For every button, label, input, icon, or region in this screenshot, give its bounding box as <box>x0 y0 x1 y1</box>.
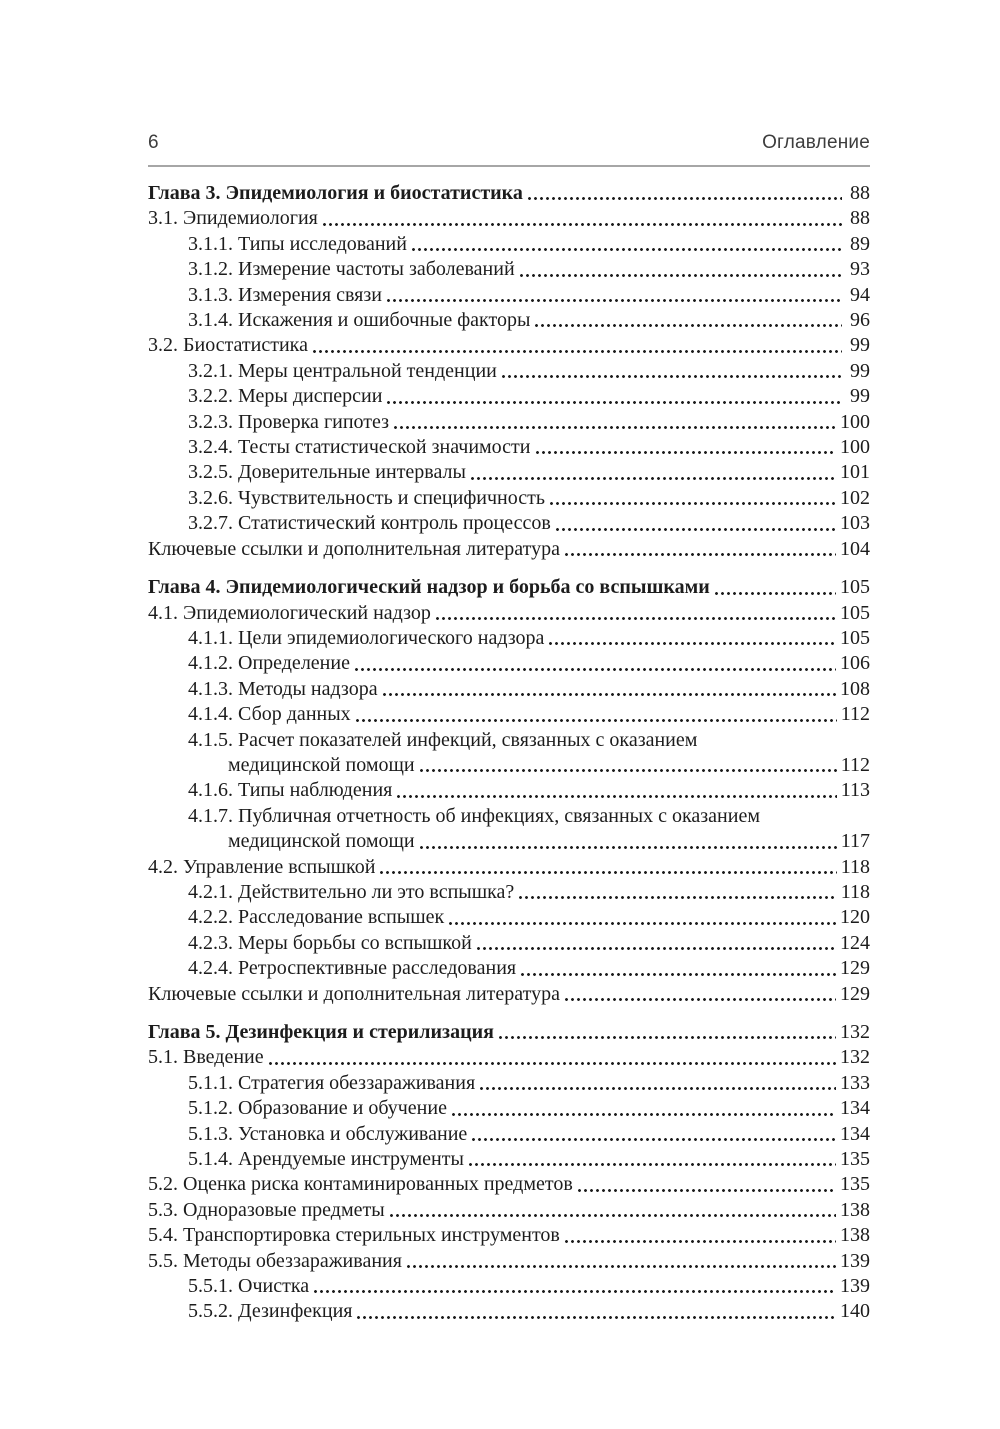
toc-entry-page: 120 <box>840 906 870 929</box>
toc-entry <box>148 1071 870 1096</box>
toc-entry-page: 88 <box>850 182 870 204</box>
toc-entry-title: 5.1. Введение <box>148 1046 264 1069</box>
toc-list <box>148 181 870 1325</box>
toc-entry-page: 129 <box>840 982 870 1005</box>
toc-entry-title: Глава 5. Дезинфекция и стерилизация <box>148 1021 494 1043</box>
dot-leader <box>549 626 836 651</box>
dot-leader <box>380 855 836 880</box>
toc-entry-title: 5.4. Транспортировка стерильных инструментов <box>148 1224 560 1247</box>
toc-entry <box>148 804 870 829</box>
toc-entry-title: 4.2.4. Ретроспективные расследования <box>188 957 517 980</box>
toc-entry-title: 5.5. Методы обеззараживания <box>148 1249 402 1272</box>
dot-leader <box>536 435 837 460</box>
toc-entry-page: 124 <box>840 931 870 954</box>
toc-entry-title: 4.1.5. Расчет показателей инфекций, связанных с оказанием <box>188 728 698 751</box>
dot-leader <box>565 982 836 1007</box>
toc-entry <box>148 1299 870 1324</box>
toc-entry-page: 100 <box>840 436 870 459</box>
toc-entry-title: 4.1.2. Определение <box>188 652 350 675</box>
toc-entry <box>148 1045 870 1070</box>
toc-entry <box>148 829 870 854</box>
toc-entry-page: 100 <box>840 410 870 433</box>
dot-leader <box>480 1071 836 1096</box>
dot-leader <box>269 1045 836 1070</box>
toc-entry-title: Глава 4. Эпидемиологический надзор и борьба со вспышками <box>148 576 710 599</box>
toc-entry-title: 4.1.6. Типы наблюдения <box>188 779 393 802</box>
toc-entry-title: 3.2.6. Чувствительность и специфичность <box>188 486 545 509</box>
toc-entry-page: 138 <box>840 1198 870 1221</box>
dot-leader <box>420 753 837 778</box>
toc-entry <box>148 257 870 282</box>
toc-entry <box>148 359 870 384</box>
toc-entry <box>148 626 870 651</box>
toc-entry <box>148 384 870 409</box>
toc-entry <box>148 778 870 803</box>
toc-entry-title: 3.2. Биостатистика <box>148 334 308 357</box>
toc-entry <box>148 575 870 600</box>
toc-entry-page: 88 <box>850 207 870 230</box>
dot-leader <box>502 359 842 384</box>
dot-leader <box>356 702 837 727</box>
toc-entry <box>148 283 870 308</box>
toc-entry-page: 93 <box>850 258 870 281</box>
toc-entry <box>148 702 870 727</box>
header-rule <box>148 165 870 167</box>
dot-leader <box>550 486 836 511</box>
toc-entry-page: 132 <box>840 1021 870 1043</box>
toc-entry-page: 106 <box>840 652 870 675</box>
toc-entry <box>148 880 870 905</box>
toc-entry-title: 3.2.4. Тесты статистической значимости <box>188 436 531 459</box>
toc-entry-page: 134 <box>840 1097 870 1120</box>
toc-entry-page: 138 <box>840 1224 870 1247</box>
toc-entry-page: 135 <box>840 1173 870 1196</box>
toc-entry-title: 4.1. Эпидемиологический надзор <box>148 601 431 624</box>
toc-entry-page: 135 <box>840 1148 870 1171</box>
toc-entry-title: 4.1.7. Публичная отчетность об инфекциях, связанных с оказанием <box>188 804 760 827</box>
toc-entry <box>148 753 870 778</box>
toc-entry-title: Глава 3. Эпидемиология и биостатистика <box>148 182 523 204</box>
toc-entry <box>148 1249 870 1274</box>
dot-leader <box>565 1223 836 1248</box>
toc-entry-page: 103 <box>840 512 870 535</box>
toc-entry-title: 3.1. Эпидемиология <box>148 207 318 230</box>
dot-leader <box>578 1172 836 1197</box>
toc-entry <box>148 728 870 753</box>
toc-entry <box>148 651 870 676</box>
toc-entry <box>148 410 870 435</box>
toc-entry-page: 118 <box>840 855 870 878</box>
dot-leader <box>390 1198 836 1223</box>
toc-entry-page: 113 <box>840 779 870 802</box>
toc-entry-page: 112 <box>840 703 870 726</box>
dot-leader <box>471 460 836 485</box>
dot-leader <box>383 677 836 702</box>
dot-leader <box>477 931 836 956</box>
toc-entry <box>148 1122 870 1147</box>
toc-entry <box>148 1096 870 1121</box>
toc-entry-title: 5.1.4. Арендуемые инструменты <box>188 1148 464 1171</box>
toc-entry <box>148 537 870 562</box>
dot-leader <box>323 206 842 231</box>
toc-entry-page: 99 <box>850 359 870 382</box>
toc-entry-page: 139 <box>840 1249 870 1272</box>
dot-leader <box>397 778 836 803</box>
dot-leader <box>387 283 842 308</box>
toc-entry-title: 5.5.1. Очистка <box>188 1275 310 1298</box>
toc-entry-page: 134 <box>840 1122 870 1145</box>
toc-entry-title: 4.1.1. Цели эпидемиологического надзора <box>188 626 545 649</box>
document-page <box>148 0 870 1429</box>
toc-entry-title: медицинской помощи <box>228 830 415 853</box>
toc-entry <box>148 206 870 231</box>
dot-leader <box>355 651 836 676</box>
toc-entry <box>148 982 870 1007</box>
toc-entry-title: 4.2. Управление вспышкой <box>148 855 376 878</box>
toc-entry <box>148 855 870 880</box>
toc-entry <box>148 308 870 333</box>
toc-entry-title: 4.1.4. Сбор данных <box>188 703 351 726</box>
toc-entry-title: 3.2.5. Доверительные интервалы <box>188 461 466 484</box>
toc-entry-page: 89 <box>850 232 870 255</box>
dot-leader <box>420 829 837 854</box>
toc-entry-page: 101 <box>840 461 870 484</box>
dot-leader <box>314 1274 836 1299</box>
toc-entry-title: 4.2.1. Действительно ли это вспышка? <box>188 880 515 903</box>
dot-leader <box>472 1122 836 1147</box>
toc-entry-page: 94 <box>850 283 870 306</box>
dot-leader <box>715 575 836 600</box>
dot-leader <box>387 384 842 409</box>
toc-entry-page: 140 <box>840 1300 870 1323</box>
toc-entry-page: 99 <box>850 385 870 408</box>
toc-entry-page: 105 <box>840 626 870 649</box>
page-header <box>148 132 870 154</box>
toc-entry <box>148 677 870 702</box>
toc-entry-page: 139 <box>840 1275 870 1298</box>
dot-leader <box>449 905 836 930</box>
toc-entry <box>148 1274 870 1299</box>
dot-leader <box>519 880 836 905</box>
toc-entry <box>148 601 870 626</box>
toc-entry <box>148 1020 870 1045</box>
toc-entry <box>148 460 870 485</box>
toc-entry <box>148 931 870 956</box>
toc-entry <box>148 905 870 930</box>
toc-entry-title: 3.2.3. Проверка гипотез <box>188 410 390 433</box>
toc-entry-page: 129 <box>840 957 870 980</box>
dot-leader <box>535 308 842 333</box>
toc-entry <box>148 1198 870 1223</box>
dot-leader <box>520 257 842 282</box>
header-title: Оглавление <box>762 132 870 153</box>
toc-entry <box>148 1147 870 1172</box>
dot-leader <box>528 181 842 206</box>
toc-entry-page: 99 <box>850 334 870 357</box>
toc-entry-page: 132 <box>840 1046 870 1069</box>
toc-entry-title: 5.1.3. Установка и обслуживание <box>188 1122 468 1145</box>
toc-entry-page: 117 <box>840 830 870 853</box>
dot-leader <box>436 601 836 626</box>
toc-entry-page: 133 <box>840 1071 870 1094</box>
toc-entry <box>148 1223 870 1248</box>
toc-entry-page: 105 <box>840 601 870 624</box>
dot-leader <box>556 511 836 536</box>
toc-entry-title: 5.1.2. Образование и обучение <box>188 1097 447 1120</box>
toc-entry <box>148 333 870 358</box>
dot-leader <box>499 1020 836 1045</box>
toc-entry-title: 3.1.3. Измерения связи <box>188 283 382 306</box>
toc-entry-title: 5.1.1. Стратегия обеззараживания <box>188 1071 476 1094</box>
toc-entry-title: 4.1.3. Методы надзора <box>188 677 378 700</box>
toc-entry <box>148 511 870 536</box>
toc-entry-title: 3.1.4. Искажения и ошибочные факторы <box>188 309 531 332</box>
toc-entry-title: 4.2.2. Расследование вспышек <box>188 906 445 929</box>
toc-entry-title: 3.1.1. Типы исследований <box>188 232 407 255</box>
dot-leader <box>565 537 836 562</box>
toc-entry-title: 3.2.2. Меры дисперсии <box>188 385 383 408</box>
page-number: 6 <box>148 132 159 153</box>
toc-entry-title: медицинской помощи <box>228 753 415 776</box>
toc-entry <box>148 956 870 981</box>
dot-leader <box>407 1249 836 1274</box>
toc-entry-page: 105 <box>840 576 870 599</box>
toc-entry-title: 3.1.2. Измерение частоты заболеваний <box>188 258 515 281</box>
dot-leader <box>394 410 836 435</box>
toc-entry-page: 104 <box>840 537 870 560</box>
toc-entry <box>148 181 870 206</box>
toc-entry <box>148 1172 870 1197</box>
toc-entry-title: 3.2.1. Меры центральной тенденции <box>188 359 497 382</box>
dot-leader <box>452 1096 836 1121</box>
toc-entry-title: Ключевые ссылки и дополнительная литература <box>148 537 561 560</box>
dot-leader <box>521 956 836 981</box>
toc-entry <box>148 232 870 257</box>
toc-entry-page: 108 <box>840 677 870 700</box>
toc-entry-page: 118 <box>840 880 870 903</box>
dot-leader <box>412 232 842 257</box>
toc-entry-title: 5.3. Одноразовые предметы <box>148 1198 385 1221</box>
toc-entry-title: 3.2.7. Статистический контроль процессов <box>188 512 551 535</box>
toc-entry-page: 112 <box>840 753 870 776</box>
toc-entry-title: 5.5.2. Дезинфекция <box>188 1300 353 1323</box>
toc-entry-page: 102 <box>840 486 870 509</box>
dot-leader <box>313 333 842 358</box>
toc-entry-page: 96 <box>850 309 870 332</box>
dot-leader <box>357 1299 836 1324</box>
toc-entry-title: 4.2.3. Меры борьбы со вспышкой <box>188 931 472 954</box>
toc-entry <box>148 486 870 511</box>
toc-entry-title: Ключевые ссылки и дополнительная литература <box>148 982 561 1005</box>
dot-leader <box>469 1147 836 1172</box>
toc-entry <box>148 435 870 460</box>
toc-entry-title: 5.2. Оценка риска контаминированных предметов <box>148 1173 573 1196</box>
